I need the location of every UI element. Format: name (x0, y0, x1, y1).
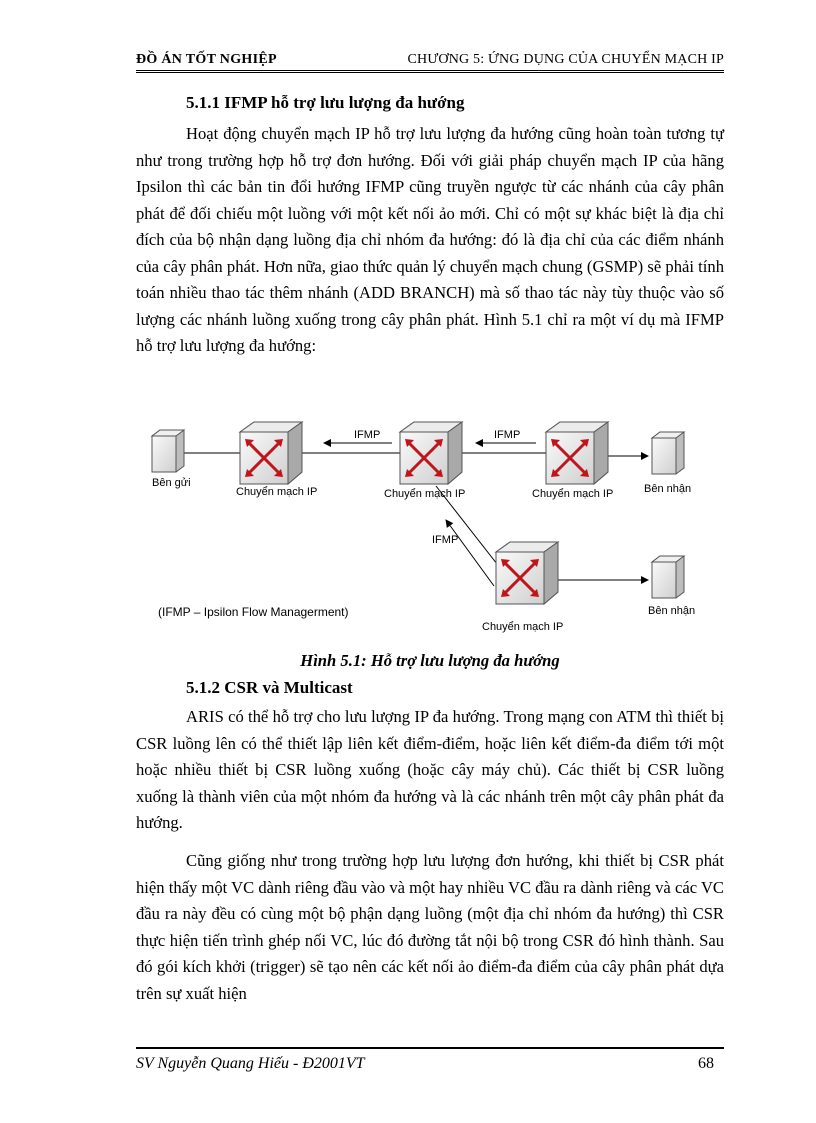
figure-ifmp-multicast (136, 400, 724, 640)
switch-4-icon (496, 542, 558, 604)
page-header (136, 46, 724, 73)
section-paragraph-5-1-1: Hoạt động chuyển mạch IP hỗ trợ lưu lượng đa hướng cũng hoàn toàn tương tự như trong trường hợp hỗ trợ đơn hướng. Đối với giải pháp chuyển mạch IP của hãng Ipsilon thì các bản tin đổi hướng IFMP cũng truyền ngược từ các nhánh của cây phân phát để đối chiếu một luồng với một kết nối ảo mới. Chỉ có một sự khác biệt là địa chỉ đích của bộ nhận dạng luồng địa chỉ nhóm đa hướng: đó là địa chỉ của các điểm nhánh của cây phân phát. Hơn nữa, giao thức quản lý chuyển mạch chung (GSMP) sẽ phải tính toán nhiều thao tác thêm nhánh (ADD BRANCH) mà số thao tác này tùy thuộc vào số lượng các nhánh luồng xuống trong cây phân phát. Hình 5.1 chỉ ra một ví dụ mà IFMP hỗ trợ lưu lượng đa hướng: (136, 124, 724, 355)
section-heading-5-1-1: 5.1.1 IFMP hỗ trợ lưu lượng đa hướng (186, 93, 465, 112)
switch-2-label: Chuyển mạch IP (384, 488, 466, 500)
switch-3-label: Chuyển mạch IP (532, 488, 614, 500)
ifmp-label-1: IFMP (354, 429, 381, 441)
footer-author: SV Nguyễn Quang Hiếu - Đ2001VT (136, 1055, 365, 1072)
sender-host-icon (152, 430, 184, 472)
sender-label: Bên gửi (152, 477, 191, 489)
header-right: CHƯƠNG 5: ỨNG DỤNG CỦA CHUYỂN MẠCH IP (407, 52, 724, 67)
ifmp-label-2: IFMP (494, 429, 521, 441)
receiver-1-label: Bên nhận (644, 483, 692, 495)
receiver-2-host-icon (652, 556, 684, 598)
ifmp-label-3: IFMP (432, 534, 459, 546)
receiver-1-host-icon (652, 432, 684, 474)
page-footer (136, 1047, 724, 1072)
switch-2-icon (400, 422, 462, 484)
section-paragraph-5-1-2-a: ARIS có thể hỗ trợ cho lưu lượng IP đa hướng. Trong mạng con ATM thì thiết bị CSR luồng lên có thể thiết lập liên kết điểm-điểm, hoặc liên kết điểm-đa điểm tới một hoặc nhiều thiết bị CSR luồng xuống (hoặc cây máy chủ). Các thiết bị CSR luồng xuống là thành viên của một nhóm đa hướng và là các nhánh trên một cây phân phát đa hướng. (136, 707, 724, 832)
header-left: ĐỒ ÁN TỐT NGHIỆP (136, 52, 277, 67)
switch-1-label: Chuyển mạch IP (236, 486, 318, 498)
switch-3-icon (546, 422, 608, 484)
switch-1-icon (240, 422, 302, 484)
figure-legend: (IFMP – Ipsilon Flow Managerment) (158, 605, 349, 619)
figure-caption: Hình 5.1: Hỗ trợ lưu lượng đa hướng (300, 651, 560, 670)
section-paragraph-5-1-2-b: Cũng giống như trong trường hợp lưu lượng đơn hướng, khi thiết bị CSR phát hiện thấy một VC dành riêng đầu vào và một hay nhiều VC đầu ra dành riêng và các VC đầu ra này đều có cùng một bộ phận dạng luồng (một địa chỉ nhóm đa hướng) thì CSR thực hiện tiến trình ghép nối VC, lúc đó đường tắt nội bộ trong CSR đó hình thành. Sau đó gói kích khởi (trigger) sẽ tạo nên các kết nối ảo điểm-đa điểm của cây phân phát dựa trên sự xuất hiện (136, 851, 724, 1003)
receiver-2-label: Bên nhận (648, 605, 696, 617)
section-heading-5-1-2: 5.1.2 CSR và Multicast (186, 678, 353, 697)
page-number: 68 (698, 1055, 714, 1072)
switch-4-label: Chuyển mạch IP (482, 621, 564, 633)
diagram (136, 400, 724, 640)
